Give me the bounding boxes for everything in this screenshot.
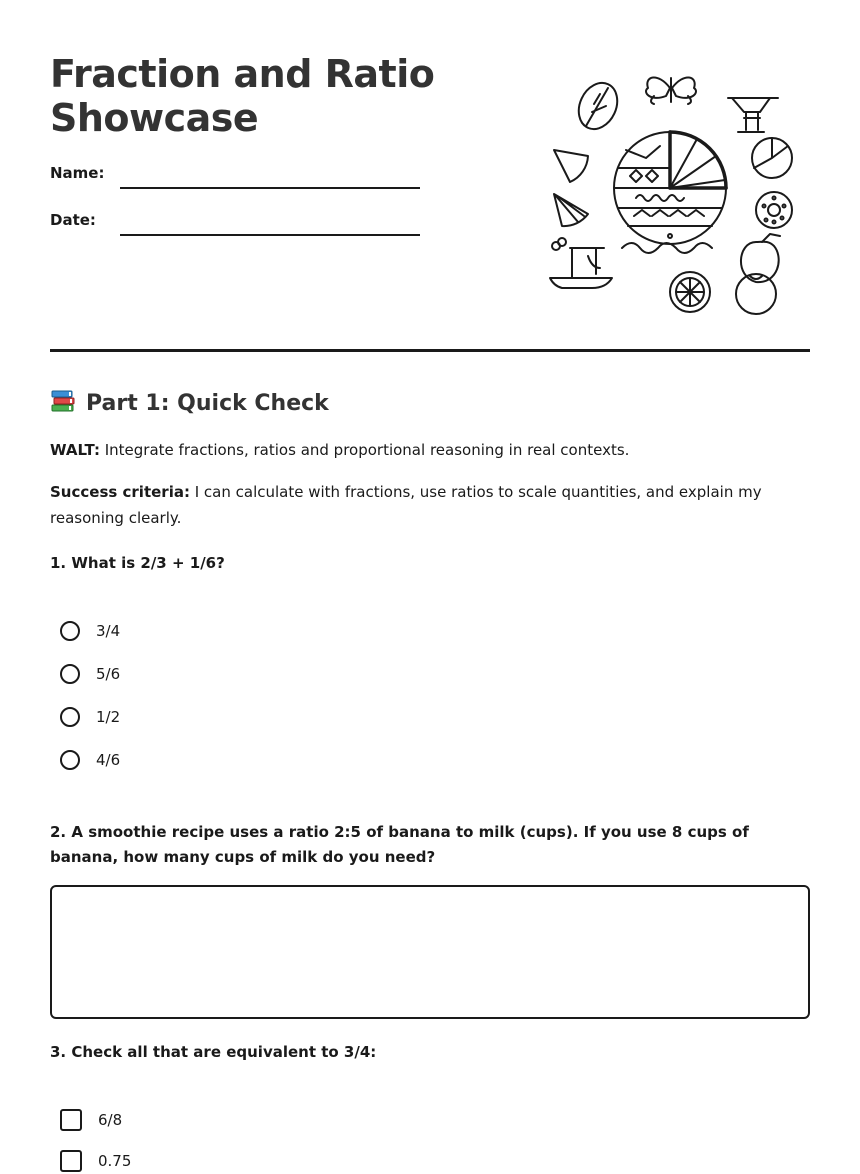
fraction-fruit-illustration-icon bbox=[548, 66, 794, 320]
books-icon bbox=[50, 388, 76, 414]
radio-button[interactable] bbox=[60, 664, 80, 684]
butterfly-icon bbox=[646, 77, 696, 104]
name-label: Name: bbox=[50, 164, 105, 182]
option-label: 6/8 bbox=[98, 1111, 123, 1129]
fruit-wedge-icon bbox=[554, 150, 588, 182]
name-field[interactable] bbox=[120, 160, 424, 188]
option-label: 1/2 bbox=[96, 708, 121, 726]
section-title-part-1 bbox=[50, 388, 329, 419]
q1-option-4[interactable] bbox=[60, 747, 120, 773]
option-label: 3/4 bbox=[96, 622, 121, 640]
round-fruit-icon bbox=[736, 274, 776, 314]
radio-button[interactable] bbox=[60, 707, 80, 727]
section-title-text: Part 1: Quick Check bbox=[86, 391, 329, 416]
option-label: 0.75 bbox=[98, 1152, 132, 1170]
pie-chart-icon bbox=[614, 132, 726, 244]
glass-icon bbox=[728, 98, 778, 132]
date-label: Date: bbox=[50, 211, 96, 229]
option-label: 4/6 bbox=[96, 751, 121, 769]
q1-option-2[interactable] bbox=[60, 661, 120, 687]
citrus-slice-icon bbox=[670, 272, 710, 312]
q1-option-1[interactable] bbox=[60, 618, 120, 644]
radio-button[interactable] bbox=[60, 750, 80, 770]
success-criteria-paragraph bbox=[50, 479, 810, 531]
orange-slice-icon bbox=[554, 194, 588, 226]
date-line bbox=[120, 234, 420, 236]
checkbox[interactable] bbox=[60, 1109, 82, 1131]
success-criteria-label: Success criteria: bbox=[50, 483, 190, 501]
page-title: Fraction and Ratio Showcase bbox=[50, 52, 435, 140]
radio-button[interactable] bbox=[60, 621, 80, 641]
walt-label: WALT: bbox=[50, 441, 100, 459]
checkbox[interactable] bbox=[60, 1150, 82, 1172]
option-label: 5/6 bbox=[96, 665, 121, 683]
worksheet-page bbox=[50, 0, 810, 1170]
q3-option-2[interactable] bbox=[60, 1148, 131, 1174]
name-line bbox=[120, 187, 420, 189]
question-2-text: 2. A smoothie recipe uses a ratio 2:5 of banana to milk (cups). If you use 8 cups of banana, how many cups of milk do you need? bbox=[50, 823, 749, 866]
walt-text: Integrate fractions, ratios and proportional reasoning in real contexts. bbox=[104, 441, 630, 459]
kiwi-icon bbox=[756, 192, 792, 228]
walt-paragraph bbox=[50, 437, 810, 463]
q3-option-1[interactable] bbox=[60, 1107, 122, 1133]
header-divider bbox=[50, 349, 810, 352]
pie-slice-icon bbox=[752, 138, 792, 178]
q1-option-3[interactable] bbox=[60, 704, 120, 730]
question-1-text: 1. What is 2/3 + 1/6? bbox=[50, 554, 225, 572]
leaf-icon bbox=[572, 77, 625, 136]
bowl-icon bbox=[550, 238, 612, 288]
question-2-answer-field[interactable] bbox=[50, 885, 810, 1019]
success-criteria-text: I can calculate with fractions, use ratios to scale quantities, and explain my reasoning clearly. bbox=[50, 483, 762, 527]
date-field[interactable] bbox=[120, 207, 424, 235]
question-3-text: 3. Check all that are equivalent to 3/4: bbox=[50, 1043, 377, 1061]
